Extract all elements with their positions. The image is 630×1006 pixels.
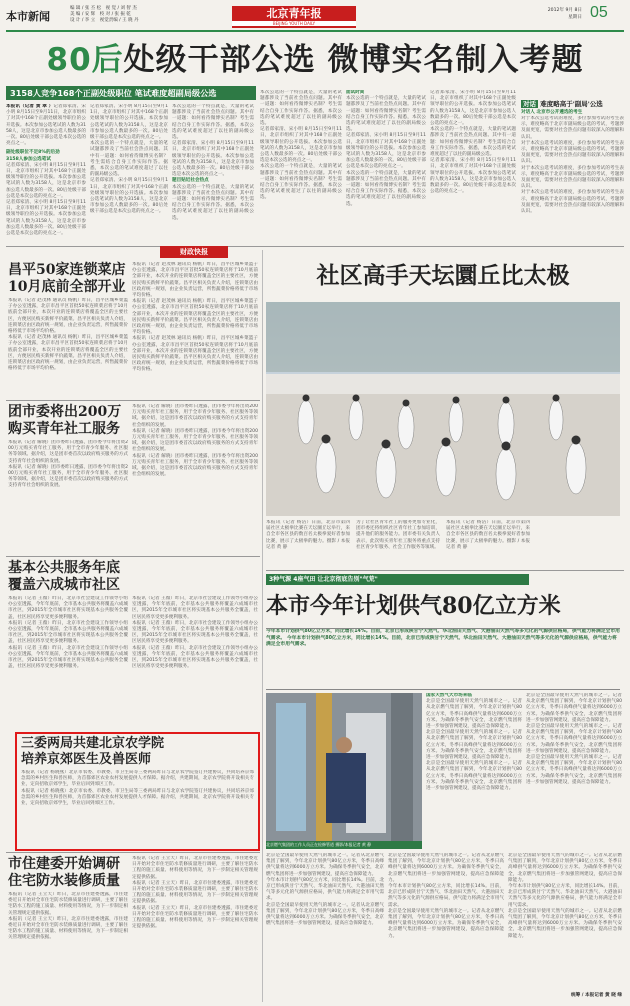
dialog-title <box>521 100 624 109</box>
article-body: 本次公选的一个特点就是，大量的笔试题都涉及了当前社会热点问题。其中有一道题：如何看待微博实名制？考生需结合自身工作实际作答。据悉，本次公选的笔试难度超过了以往的副局级公选。 <box>260 90 342 127</box>
story-headline <box>8 560 258 594</box>
article-body: 本次公选的一个特点就是，大量的笔试题都涉及了当前社会热点问题。其中有一道题：如何看待微博实名制？考生需结合自身工作实际作答。据悉，本次公选的笔试难度超过了以往的副局级公选。 <box>172 184 254 221</box>
article-body: 记者郑家清、宋小明 8月15日至9月11日，北京市组织了对其中168个正副处级领导职位的公开选拔。本次参加公选笔试的人数为3158人，这是北京市参加公选人数最多的一次。80后处级干部公选是本次公选的亮点之一。 <box>430 158 516 195</box>
article-body: 为了让社区青年社工的服务更加专业化，团市委还将组织社区青年社工参加培训，提升他们的服务能力。团市委有关负责人表示，此次购买青年社工服务将重点支持社区青少年服务、社会工作服务等领域。 <box>356 520 440 550</box>
headline-number: 80后 <box>46 42 124 78</box>
headline-line: 基本公共服务年底 <box>8 560 120 576</box>
story-body <box>132 262 258 398</box>
article-body: 本报讯（记者 王薇）昨日，北京市社会建设工作领导小组办公室透露，今年年底前，全市基本公共服务将覆盖六成城市社区，到2015年全市城市社区将实现基本公共服务全覆盖，社区居民将享受更多便利服务。 <box>132 645 258 670</box>
tai-chi-photo-image <box>266 302 620 516</box>
dialog-body <box>521 116 624 240</box>
article-body: 本报讯（记者 王薇）昨日，北京市社会建设工作领导小组办公室透露，今年年底前，全市基本公共服务将覆盖六成城市社区，到2015年全市城市社区将实现基本公共服务全覆盖，社区居民将享受更多便利服务。 <box>8 645 128 670</box>
story-body <box>8 596 128 726</box>
article-body: 本报讯（记者 赵茂林 通讯员 杨帆）昨日，昌平区城乡菜篮子办公室透露，北京市昌平区首批50家连锁菜店将于10月底前全部开业，本次开业的连锁菜店将覆盖全区的主要社区，方便居民购买新鲜平价蔬菜。昌平区相关负责人介绍，连锁菜店由区政府统一规划，由企业负责运营，所售蔬菜价格将低于市场平均价格。 <box>132 299 258 336</box>
article-body: 本报讯（记者 解晓）团市委昨日透露，团市委今年将出资200万元购买青年社工服务，用于全市青少年服务、社区服务等领域。据介绍，这是团市委首次以政府购买服务的方式支持青年社会组织的发展。 <box>132 453 258 478</box>
editor-line: 美 编 / 安 辉 校 对 / 张 振 乾 <box>70 12 131 17</box>
photo-headline: 社区高手天坛圜丘比太极 <box>316 262 570 289</box>
article-top-col3 <box>172 104 254 244</box>
article-body: 本报讯（记者 解晓）团市委昨日透露，团市委今年将出资200万元购买青年社工服务，用于全市青少年服务、社区服务等领域。据介绍，这是团市委首次以政府购买服务的方式支持青年社会组织的发展。 <box>132 428 258 453</box>
headline-text: 处级干部公选 微博实名制入考题 <box>123 42 584 78</box>
story-body <box>8 892 128 1000</box>
article-body: 记者郑家清、宋小明 8月15日至9月11日，北京市组织了对其中168个正副处级领导职位的公开选拔。本次参加公选笔试的人数为3158人，这是北京市参加公选人数最多的一次。80后处级干部公选是本次公选的亮点之一。 <box>430 90 516 127</box>
article-top-col4 <box>260 90 342 240</box>
article-body: 本报讯（记者 杨晓燕）北京市农委、市教委、市卫生局等三委两局昨日与北京农学院签订共建协议，共同培养京郊急需的乡村医生和兽医师，为首都郊区农业农村发展提供人才保障。据介绍，共建期间，北京农学院将开设相关专业，定向招收京郊学生，毕业后回到郊区工作。 <box>21 770 254 788</box>
story-headline <box>17 734 258 770</box>
dialog-label: 对话 <box>523 100 536 108</box>
dialog-headline: 难度略高于'副局'公选 <box>540 100 603 108</box>
gas-byline: 统筹 / 本报记者 黄 晓 绿 <box>570 993 622 998</box>
article-body: 本报讯（记者 赵茂林 通讯员 杨帆）昨日，昌平区城乡菜篮子办公室透露，北京市昌平区首批50家连锁菜店将于10月底前全部开业，本次开业的连锁菜店将覆盖全区的主要社区，方便居民购买新鲜平价蔬菜。昌平区相关负责人介绍，连锁菜店由区政府统一规划，由企业负责运营，所售蔬菜价格将低于市场平均价格。 <box>132 336 258 373</box>
article-body: 本次公选的一个特点就是，大量的笔试题都涉及了当前社会热点问题。其中有一道题：如何看待微博实名制？考生需结合自身工作实际作答。据悉，本次公选的笔试难度超过了以往的副局级公选。 <box>172 104 254 141</box>
article-body: 本次公选的一个特点就是，大量的笔试题都涉及了当前社会热点问题。其中有一道题：如何看待微博实名制？考生需结合自身工作实际作答。据悉，本次公选的笔试难度超过了以往的副局级公选。 <box>90 141 168 178</box>
gas-pipeline-photo <box>266 693 422 841</box>
article-subhead: 3158人参加公选笔试 <box>6 156 51 162</box>
logo-text: 北京青年报 <box>266 7 322 20</box>
story-body <box>132 856 258 1000</box>
article-body: 本报讯（记者 赵茂林 通讯员 杨帆）昨日，昌平区城乡菜篮子办公室透露，北京市昌平区首批50家连锁菜店将于10月底前全部开业，本次开业的连锁菜店将覆盖全区的主要社区，方便居民购买新鲜平价蔬菜。昌平区相关负责人介绍，连锁菜店由区政府统一规划，由企业负责运营，所售蔬菜价格将低于市场平均价格。 <box>8 298 128 335</box>
article-body: 北京是全国最早使用天然气的城市之一。记者从北京燃气集团了解到，今年北京计划供气80亿立方米，冬季日高峰供气量将达到6000万立方米。为确保冬季供气安全，北京燃气集团将进一步加强管网建设，提高应急保障能力。 <box>426 761 522 792</box>
article-body: 本报讯（记者 赵茂林 通讯员 杨帆）昨日，昌平区城乡菜篮子办公室透露，北京市昌平区首批50家连锁菜店将于10月底前全部开业，本次开业的连锁菜店将覆盖全区的主要社区，方便居民购买新鲜平价蔬菜。昌平区相关负责人介绍，连锁菜店由区政府统一规划，由企业负责运营，所售蔬菜价格将低于市场平均价格。 <box>8 335 128 372</box>
article-body: 北京是全国最早使用天然气的城市之一。记者从北京燃气集团了解到，今年北京计划供气80亿立方米，冬季日高峰供气量将达到6000万立方米。为确保冬季供气安全，北京燃气集团将进一步加强管网建设，提高应急保障能力。 <box>508 853 622 883</box>
gas-body-col <box>526 693 622 849</box>
headline-line: 住宅防水装修质量 <box>8 873 120 889</box>
caption-text: 本报讯（记者 杨洁）日前，北京市第四届社区太极拳比赛在天坛圜丘坛举行，来自全市各区县的数百名太极拳爱好者参加比赛，展示了太极拳的魅力。摄影 / 本报记者 黄 静 <box>266 520 350 550</box>
article-body: 今年本市计划供气80亿立方米，同比增长14%。目前，北京已形成陕甘宁天然气、华北油田天然气、大港油田天然气等多元化的气源供应格局，供气能力将满足全市用气需求。 <box>508 884 622 908</box>
article-body: 本报讯（记者 王立天）昨日，北京市住建委透露，市住建委近日开始对全市住宅防水装修质量进行调研，主要了解住宅防水工程的施工质量、材料使用等情况，为下一步制定相关管理规定提供依据。 <box>8 892 128 916</box>
caption-text: 本报讯（记者 杨洁）日前，北京市第四届社区太极拳比赛在天坛圜丘坛举行，来自全市各区县的数百名太极拳爱好者参加比赛，展示了太极拳的魅力。摄影 / 本报记者 黄 静 <box>446 520 530 550</box>
article-body: 本报讯（记者 王立天）昨日，北京市住建委透露，市住建委近日开始对全市住宅防水装修质量进行调研，主要了解住宅防水工程的施工质量、材料使用等情况，为下一步制定相关管理规定提供依据。 <box>132 905 258 930</box>
headline-line: 市住建委开始调研 <box>8 856 120 872</box>
article-body: 本报讯（记者 赵茂林 通讯员 杨帆）昨日，昌平区城乡菜篮子办公室透露，北京市昌平区首批50家连锁菜店将于10月底前全部开业，本次开业的连锁菜店将覆盖全区的主要社区，方便居民购买新鲜平价蔬菜。昌平区相关负责人介绍，连锁菜店由区政府统一规划，由企业负责运营，所售蔬菜价格将低于市场平均价格。 <box>132 262 258 299</box>
section-title: 本市新闻 <box>6 10 50 23</box>
article-top-col6 <box>430 90 516 240</box>
article-body: 对于本次公选考试的难度，多位参加考试的考生表示，难度略高于北京市副局级公选的考试，考题涉及面更宽，需要对社会热点问题有较深入的理解和认识。 <box>521 116 624 140</box>
article-body: 本次公选的一个特点就是，大量的笔试题都涉及了当前社会热点问题。其中有一道题：如何看待微博实名制？考生需结合自身工作实际作答。据悉，本次公选的笔试难度超过了以往的副局级公选。 <box>430 127 516 158</box>
highlight-box <box>15 732 260 851</box>
article-body: 北京是全国最早使用天然气的城市之一。记者从北京燃气集团了解到，今年北京计划供气80亿立方米，冬季日高峰供气量将达到6000万立方米。为确保冬季供气安全，北京燃气集团将进一步加强管网建设，提高应急保障能力。 <box>526 755 622 785</box>
gas-body-col <box>426 693 522 849</box>
dialog-subtitle: 对话人 北京市公开遴选的考生 <box>521 110 583 115</box>
article-body: 北京是全国最早使用天然气的城市之一。记者从北京燃气集团了解到，今年北京计划供气80亿立方米，冬季日高峰供气量将达到6000万立方米。为确保冬季供气安全，北京燃气集团将进一步加强管网建设，提高应急保障能力。 <box>508 908 622 939</box>
article-body: 北京是全国最早使用天然气的城市之一。记者从北京燃气集团了解到，今年北京计划供气80亿立方米，冬季日高峰供气量将达到6000万立方米。为确保冬季供气安全，北京燃气集团将进一步加强管网建设，提高应急保障能力。 <box>388 908 504 939</box>
article-body: 本报讯（记者 解晓）团市委昨日透露，团市委今年将出资200万元购买青年社工服务，用于全市青少年服务、社区服务等领域。据介绍，这是团市委首次以政府购买服务的方式支持青年社会组织的发展。 <box>132 404 258 428</box>
article-body: 记者郑家清、宋小明 8月15日至9月11日，北京市组织了对其中168个正副处级领导职位的公开选拔。本次参加公选笔试的人数为3158人，这是北京市参加公选人数最多的一次。80后处级干部公选是本次公选的亮点之一。 <box>6 200 86 237</box>
article-body: 记者郑家清、宋小明 8月15日至9月11日，北京市组织了对其中168个正副处级领导职位的公开选拔。本次参加公选笔试的人数为3158人，这是北京市参加公选人数最多的一次。80后处级干部公选是本次公选的亮点之一。 <box>172 141 254 178</box>
lead-text: 今年本市计划供气80亿立方米，同比增长14%。目前，北京已形成陕甘宁天然气、华北油田天然气、大港油田天然气等多元化的气源供应格局，供气能力将满足全市用气需求。 <box>266 635 617 647</box>
logo-text-en: BEIJING YOUTH DAILY <box>232 21 356 26</box>
editor-line: 设 计 / 李 立 视觉责编 / 王 晓 丹 <box>70 18 139 23</box>
article-body: 本报讯（记者 王立天）昨日，北京市住建委透露，市住建委近日开始对全市住宅防水装修质量进行调研，主要了解住宅防水工程的施工质量、材料使用等情况，为下一步制定相关管理规定提供依据。 <box>132 880 258 905</box>
headline-line: 购买青年社工服务 <box>8 421 120 437</box>
article-body: 记者郑家清、宋小明 8月15日至9月11日，北京市组织了对其中168个正副处级领导职位的公开选拔。本次参加公选笔试的人数为3158人，这是北京市参加公选人数最多的一次。80后处级干部公选是本次公选的亮点之一。 <box>90 178 168 215</box>
gas-body-col <box>508 853 622 991</box>
headline-line: 培养京郊医生及兽医师 <box>21 752 152 767</box>
gas-body-col <box>388 853 504 999</box>
gas-body-col <box>266 853 384 999</box>
editor-credits <box>70 6 220 24</box>
section-tag: 财政快报 <box>160 246 228 258</box>
divider <box>6 246 624 247</box>
pipeline-photo-image <box>266 693 422 841</box>
article-body: 北京是全国最早使用天然气的城市之一。记者从北京燃气集团了解到，今年北京计划供气80亿立方米，冬季日高峰供气量将达到6000万立方米。为确保冬季供气安全，北京燃气集团将进一步加强管网建设，提高应急保障能力。 <box>526 693 622 723</box>
article-body: 本报讯（记者 王立天）昨日，北京市住建委透露，市住建委近日开始对全市住宅防水装修质量进行调研，主要了解住宅防水工程的施工质量、材料使用等情况，为下一步制定相关管理规定提供依据。 <box>132 856 258 880</box>
divider <box>6 556 260 557</box>
article-body: 北京是全国最早使用天然气的城市之一。记者从北京燃气集团了解到，今年北京计划供气80亿立方米，冬季日高峰供气量将达到6000万立方米。为确保冬季供气安全，北京燃气集团将进一步加强管网建设，提高应急保障能力。 <box>426 699 522 730</box>
article-body: 对于本次公选考试的难度，多位参加考试的考生表示，难度略高于北京市副局级公选的考试，考题涉及面更宽，需要对社会热点问题有较深入的理解和认识。 <box>521 190 624 215</box>
divider <box>6 852 260 853</box>
article-body: 记者郑家清、宋小明 8月15日至9月11日，北京市组织了对其中168个正副处级领导职位的公开选拔。本次参加公选笔试的人数为3158人，这是北京市参加公选人数最多的一次。80后处级干部公选是本次公选的亮点之一。 <box>6 104 86 147</box>
headline-line: 10月底前全部开业 <box>8 279 126 295</box>
article-subhead: 副处级职位不足8%的后劲 <box>6 150 60 156</box>
article-body: 本报讯（记者 王薇）昨日，北京市社会建设工作领导小组办公室透露，今年年底前，全市基本公共服务将覆盖六成城市社区，到2015年全市城市社区将实现基本公共服务全覆盖，社区居民将享受更多便利服务。 <box>8 596 128 620</box>
story-body <box>8 440 128 554</box>
gas-headline: 本市今年计划供气80亿立方米 <box>266 593 561 619</box>
headline-line: 三委两局共建北京农学院 <box>21 736 165 751</box>
article-body: 本报讯（记者 解晓）团市委昨日透露，团市委今年将出资200万元购买青年社工服务，用于全市青少年服务、社区服务等领域。据介绍，这是团市委首次以政府购买服务的方式支持青年社会组织的发展。 <box>8 464 128 489</box>
article-body: 北京是全国最早使用天然气的城市之一。记者从北京燃气集团了解到，今年北京计划供气80亿立方米，冬季日高峰供气量将达到6000万立方米。为确保冬季供气安全，北京燃气集团将进一步加强管网建设，提高应急保障能力。 <box>426 730 522 761</box>
tai-chi-photo <box>266 302 620 516</box>
header-rule <box>6 30 624 32</box>
headline-line: 覆盖六成城市社区 <box>8 577 120 593</box>
article-subhead: 国家天然气大市场来临 <box>426 693 472 698</box>
editor-line: 编 辑 / 张 丕 松 视 觉 / 刘 智 杰 <box>70 6 137 11</box>
article-body: 本报讯（记者 解晓）团市委昨日透露，团市委今年将出资200万元购买青年社工服务，用于全市青少年服务、社区服务等领域。据介绍，这是团市委首次以政府购买服务的方式支持青年社会组织的发展。 <box>8 440 128 464</box>
article-body: 北京是全国最早使用天然气的城市之一。记者从北京燃气集团了解到，今年北京计划供气80亿立方米，冬季日高峰供气量将达到6000万立方米。为确保冬季供气安全，北京燃气集团将进一步加强管网建设，提高应急保障能力。 <box>266 902 384 927</box>
article-body: 北京是全国最早使用天然气的城市之一。记者从北京燃气集团了解到，今年北京计划供气80亿立方米，冬季日高峰供气量将达到6000万立方米。为确保冬季供气安全，北京燃气集团将进一步加强管网建设，提高应急保障能力。 <box>388 853 504 883</box>
article-body: 本报讯（记者 杨晓燕）北京市农委、市教委、市卫生局等三委两局昨日与北京农学院签订共建协议，共同培养京郊急需的乡村医生和兽医师，为首都郊区农业农村发展提供人才保障。据介绍，共建期间，北京农学院将开设相关专业，定向招收京郊学生，毕业后回到郊区工作。 <box>21 788 254 807</box>
headline-line: 昌平50家连锁菜店 <box>8 262 126 278</box>
page-number: 05 <box>590 4 608 21</box>
date-line: 2012年 9月 8日 <box>547 8 582 13</box>
article-body: 对于本次公选考试的难度，多位参加考试的考生表示，难度略高于北京市副局级公选的考试，考题涉及面更宽，需要对社会热点问题有较深入的理解和认识。 <box>521 165 624 190</box>
gas-sub-bar: 3种气源 4座气田 让北京彻底告别"气荒" <box>266 574 529 585</box>
lead-text: 今年本市计划供气80亿立方米，同比增长14%。目前，北京已形成陕甘宁天然气、华北油田天然气、大港油田天然气等多元化的气源供应格局，供气能力将满足全市用气需求。 <box>266 629 620 641</box>
article-top-col2 <box>90 104 168 244</box>
story-body <box>8 298 128 398</box>
dialog-box <box>521 100 624 244</box>
article-body: 本次公选的一个特点就是，大量的笔试题都涉及了当前社会热点问题。其中有一道题：如何看待微博实名制？考生需结合自身工作实际作答。据悉，本次公选的笔试难度超过了以往的副局级公选。 <box>346 170 426 207</box>
gas-lead <box>266 628 620 690</box>
divider <box>266 570 624 571</box>
article-body: 今年本市计划供气80亿立方米，同比增长14%。目前，北京已形成陕甘宁天然气、华北油田天然气、大港油田天然气等多元化的气源供应格局，供气能力将满足全市用气需求。 <box>266 877 384 902</box>
byline: 本报讯（记者 黄 翠 ） <box>6 104 54 109</box>
article-subhead: 题目贴近社会热点 <box>172 178 209 184</box>
article-body: 记者郑家清、宋小明 8月15日至9月11日，北京市组织了对其中168个正副处级领导职位的公开选拔。本次参加公选笔试的人数为3158人，这是北京市参加公选人数最多的一次。80后处级干部公选是本次公选的亮点之一。 <box>90 104 168 141</box>
divider <box>6 400 260 401</box>
photo2-caption: 北京燃气集团的工作人员正在检修管道 摄影/本报记者 黄 静 <box>266 841 422 849</box>
article-body: 记者郑家清、宋小明 8月15日至9月11日，北京市组织了对其中168个正副处级领导职位的公开选拔。本次参加公选笔试的人数为3158人，这是北京市参加公选人数最多的一次。80后处级干部公选是本次公选的亮点之一。 <box>346 133 426 170</box>
photo-caption <box>266 520 620 568</box>
article-body: 本报讯（记者 王薇）昨日，北京市社会建设工作领导小组办公室透露，今年年底前，全市基本公共服务将覆盖六成城市社区，到2015年全市城市社区将实现基本公共服务全覆盖，社区居民将享受更多便利服务。 <box>132 596 258 620</box>
headline-line: 团市委将出200万 <box>8 404 122 420</box>
article-body: 北京是全国最早使用天然气的城市之一。记者从北京燃气集团了解到，今年北京计划供气80亿立方米，冬季日高峰供气量将达到6000万立方米。为确保冬季供气安全，北京燃气集团将进一步加强管网建设，提高应急保障能力。 <box>526 724 622 754</box>
article-body: 北京是全国最早使用天然气的城市之一。记者从北京燃气集团了解到，今年北京计划供气80亿立方米，冬季日高峰供气量将达到6000万立方米。为确保冬季供气安全，北京燃气集团将进一步加强管网建设，提高应急保障能力。 <box>266 853 384 877</box>
main-headline <box>6 40 624 80</box>
article-top-col5 <box>346 90 426 240</box>
weekday-line: 星期日 <box>568 14 582 20</box>
newspaper-logo <box>232 6 356 28</box>
article-body: 记者郑家清、宋小明 8月15日至9月11日，北京市组织了对其中168个正副处级领导职位的公开选拔。本次参加公选笔试的人数为3158人，这是北京市参加公选人数最多的一次。80后处级干部公选是本次公选的亮点之一。 <box>260 127 342 164</box>
article-body: 今年本市计划供气80亿立方米，同比增长14%。目前，北京已形成陕甘宁天然气、华北油田天然气、大港油田天然气等多元化的气源供应格局，供气能力将满足全市用气需求。 <box>388 884 504 908</box>
article-subhead: 面试时间 <box>346 90 365 95</box>
article-body: 本报讯（记者 王立天）昨日，北京市住建委透露，市住建委近日开始对全市住宅防水装修质量进行调研，主要了解住宅防水工程的施工质量、材料使用等情况，为下一步制定相关管理规定提供依据。 <box>8 916 128 941</box>
article-top-col1 <box>6 104 86 244</box>
article-body: 本报讯（记者 王薇）昨日，北京市社会建设工作领导小组办公室透露，今年年底前，全市基本公共服务将覆盖六成城市社区，到2015年全市城市社区将实现基本公共服务全覆盖，社区居民将享受更多便利服务。 <box>132 620 258 645</box>
issue-date <box>510 8 582 21</box>
article-body: 对于本次公选考试的难度，多位参加考试的考生表示，难度略高于北京市副局级公选的考试，考题涉及面更宽，需要对社会热点问题有较深入的理解和认识。 <box>521 140 624 165</box>
sub-headline-bar: 3158人竞争168个正副处级职位 笔试难度超副局级公选 <box>6 86 256 100</box>
article-body: 本次公选的一个特点就是，大量的笔试题都涉及了当前社会热点问题。其中有一道题：如何看待微博实名制？考生需结合自身工作实际作答。据悉，本次公选的笔试难度超过了以往的副局级公选。 <box>346 96 426 133</box>
article-body: 记者郑家清、宋小明 8月15日至9月11日，北京市组织了对其中168个正副处级领导职位的公开选拔。本次参加公选笔试的人数为3158人，这是北京市参加公选人数最多的一次。80后处级干部公选是本次公选的亮点之一。 <box>6 162 86 199</box>
story-body <box>132 596 258 726</box>
column-divider <box>262 250 263 1002</box>
story-body <box>132 404 258 554</box>
story-body <box>21 770 254 842</box>
article-body: 本报讯（记者 王薇）昨日，北京市社会建设工作领导小组办公室透露，今年年底前，全市基本公共服务将覆盖六成城市社区，到2015年全市城市社区将实现基本公共服务全覆盖，社区居民将享受更多便利服务。 <box>8 620 128 645</box>
article-body: 本次公选的一个特点就是，大量的笔试题都涉及了当前社会热点问题。其中有一道题：如何看待微博实名制？考生需结合自身工作实际作答。据悉，本次公选的笔试难度超过了以往的副局级公选。 <box>260 164 342 201</box>
